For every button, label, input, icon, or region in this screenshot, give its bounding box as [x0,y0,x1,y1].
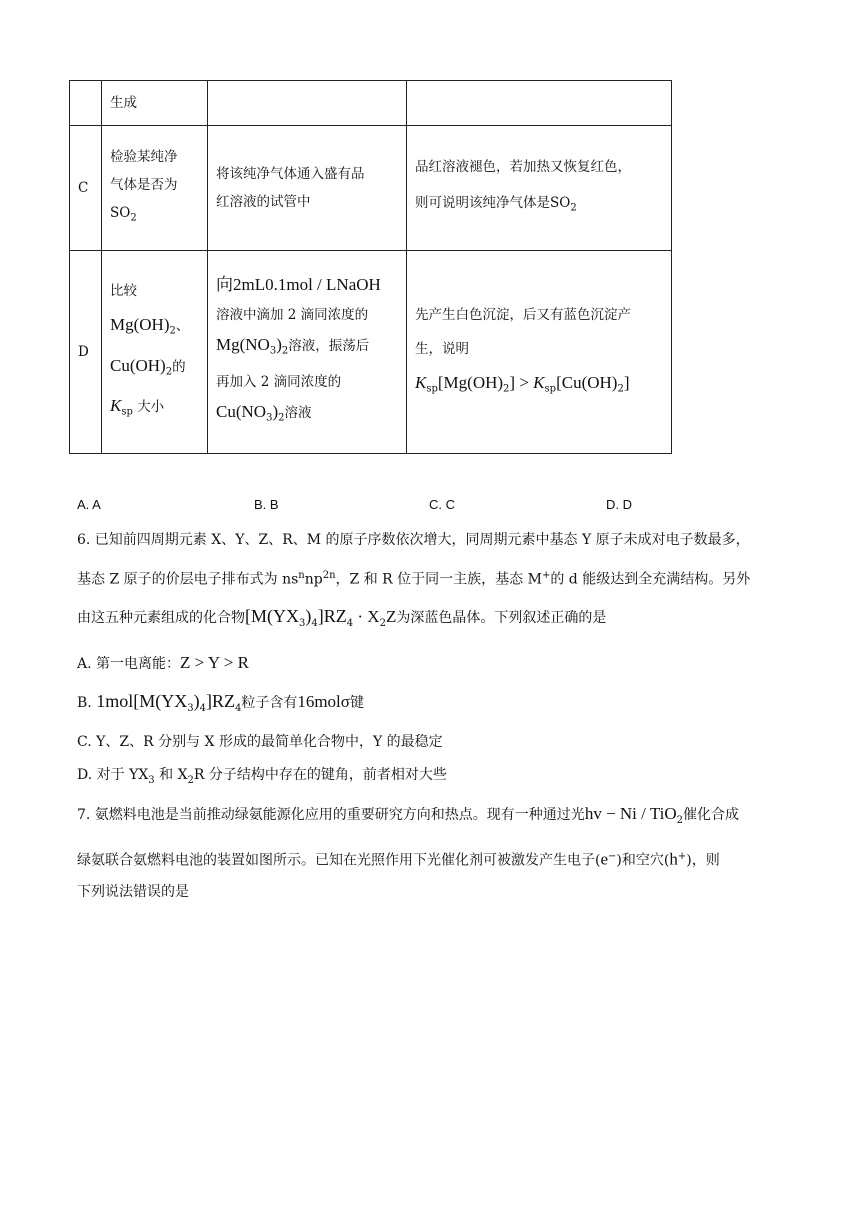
purpose-text: 生成 [110,95,137,111]
text-span: 和空穴 [621,852,664,869]
subscript: 2 [617,383,624,395]
purpose-line [110,199,199,233]
formula-text: Mg(NO [216,335,270,355]
formula-text: Z [385,606,397,626]
table-row-d [70,251,672,454]
subscript: 3 [299,617,306,629]
text-span: 基态 Z 原子的价层电子排布式为 ns [77,571,299,588]
subscript: 4 [199,702,206,714]
purpose-cell [102,251,208,454]
superscript: + [677,850,687,862]
question-7 [77,801,787,905]
operation-line [216,330,398,367]
purpose-text: 的 [172,358,186,375]
conclusion-cell [407,81,672,126]
formula-text: ]RZ [317,605,347,626]
subscript: 3 [187,702,194,714]
operation-line: 向2mL0.1mol / LNaOH [216,275,381,295]
subscript: 2 [130,212,137,224]
subscript: 2 [187,774,194,786]
formula-text: ) [305,605,312,626]
conclusion-cell [407,126,672,251]
subscript: 3 [148,774,155,786]
operation-line: 将该纯净气体通入盛有品 [216,166,365,182]
question-text: 6. 已知前四周期元素 X、Y、Z、R、M 的原子序数依次增大，同周期元素中基态 Y 原子未成对电子数最多， [77,532,750,548]
formula-text: hv − Ni / TiO [584,804,677,823]
superscript: + [541,570,551,581]
text-span: 由这五种元素组成的化合物 [77,609,245,626]
ksp-comparison [415,366,663,407]
subscript: 2 [281,346,289,357]
conclusion-cell [407,251,672,454]
ksp-symbol: K [110,396,122,416]
question-text: 绿氨联合氨燃料电池的装置如图所示。已知在光照作用下光催化剂可被激发产生电子(e−)和空穴(h+)，则 [77,849,720,869]
text-span: 的 d 能级达到全充满结构。另外 [550,571,751,588]
operation-line: 溶液中滴加 2 滴同浓度的 [216,307,369,324]
option-text: 和 X [154,767,188,783]
ksp-symbol: K [415,372,427,392]
formula-text: [M(YX [245,605,299,626]
subscript: 2 [165,366,173,378]
option-text: C. Y、Z、R 分别与 X 形成的最简单化合物中，Y 的最稳定 [77,734,443,750]
purpose-line: 比较 [110,282,137,299]
table-row [70,81,672,126]
formula-text: ]RZ [205,691,235,711]
formula-text: ] [623,372,630,392]
question-text: 下列说法错误的是 [77,884,189,901]
subscript: sp [121,407,133,419]
subscript: 2 [379,617,386,629]
subscript: 4 [234,702,242,714]
formula-text: Cu(OH) [110,355,166,375]
punctuation: 、 [175,317,190,334]
subscript: 2 [570,202,577,214]
text-span: 7. 氨燃料电池是当前推动绿氨能源化应用的重要研究方向和热点。现有一种通过光 [77,807,585,823]
purpose-cell [102,81,208,126]
purpose-line [110,308,199,349]
text-span: 催化合成 [682,807,739,823]
option-text: R 分子结构中存在的键角，前者相对大些 [193,767,447,783]
formula-text: ) [272,402,279,421]
subscript: sp [426,383,438,395]
ksp-symbol: K [533,372,545,392]
formula-text: ) [193,691,200,711]
q5-options [77,497,777,517]
experiment-table [69,80,672,454]
formula-text: [Cu(OH) [556,372,618,392]
option-text: 键 [349,695,364,711]
conclusion-line [415,189,663,223]
formula-text: ) [276,335,282,355]
subscript: 2 [169,325,176,337]
purpose-cell [102,126,208,251]
operation-cell [208,251,407,454]
row-label: D [78,344,89,360]
formula-text: SO [110,205,131,222]
formula-text: [Mg(OH) [437,372,504,392]
text-span: np [304,571,323,588]
purpose-line: 检验某纯净 [110,149,178,166]
subscript: 2 [676,814,683,826]
superscript: − [608,850,617,862]
operation-line [216,397,398,434]
conclusion-text: 则可说明该纯净气体是SO [415,195,571,212]
operation-text: 溶液，振荡后 [288,338,370,355]
option-c[interactable]: C. C [429,497,455,512]
formula-text: · X [353,606,380,626]
operation-cell [208,81,407,126]
purpose-line [110,389,199,430]
conclusion-line: 品红溶液褪色，若加热又恢复红色， [415,159,631,176]
q6-option-b[interactable] [77,689,364,721]
option-d[interactable]: D. D [606,497,632,512]
operation-cell [208,126,407,251]
formula-text: Cu(NO [216,402,267,421]
superscript: n [298,570,305,581]
formula-text: ] > [509,372,534,392]
q6-option-c[interactable] [77,730,443,754]
purpose-line [110,349,199,390]
purpose-text: 大小 [137,399,165,416]
formula-text: h [669,849,678,869]
formula-text: 1mol[M(YX [96,691,188,711]
text-span: 为深蓝色晶体。下列叙述正确的是 [396,609,607,626]
formula-text: Mg(OH) [110,314,170,334]
row-label-cell [70,251,102,454]
q6-option-a[interactable] [77,651,249,676]
question-text [77,563,787,593]
conclusion-line: 生，说明 [415,340,469,357]
operation-line: 红溶液的试管中 [216,194,311,210]
purpose-line: 气体是否为 [110,177,178,194]
option-text: 粒子含有 [241,695,298,711]
subscript: 4 [346,617,354,629]
question-text [77,603,787,637]
conclusion-line: 先产生白色沉淀，后又有蓝色沉淀产 [415,306,631,323]
option-text: A. 第一电离能： [77,656,181,672]
subscript: 3 [269,346,277,357]
question-6 [77,527,787,636]
superscript: 2n [322,570,336,581]
row-label: C [78,180,89,196]
subscript: 2 [278,412,285,424]
operation-line: 再加入 2 滴同浓度的 [216,374,342,390]
subscript: 3 [266,412,273,424]
q6-option-d[interactable] [77,763,447,793]
text-span: ，则 [691,852,720,869]
formula-text: e [600,849,609,869]
option-text: B. [77,695,92,711]
text-span: 绿氨联合氨燃料电池的装置如图所示。已知在光照作用下光催化剂可被激发产生电子 [77,852,595,869]
question-text [77,801,787,834]
row-label-cell [70,126,102,251]
table-row-c [70,126,672,251]
subscript: 2 [503,383,510,395]
text-span: ，Z 和 R 位于同一主族，基态 M [335,571,542,588]
subscript: sp [544,383,557,395]
formula-text: 16molσ [297,692,350,711]
option-b[interactable]: B. B [254,497,279,512]
row-label-cell [70,81,102,126]
option-text: D. 对于 YX [77,767,149,783]
operation-text: 溶液 [284,405,312,421]
option-a[interactable]: A. A [77,497,101,512]
formula-text: Z > Y > R [180,653,249,672]
subscript: 4 [311,617,318,629]
